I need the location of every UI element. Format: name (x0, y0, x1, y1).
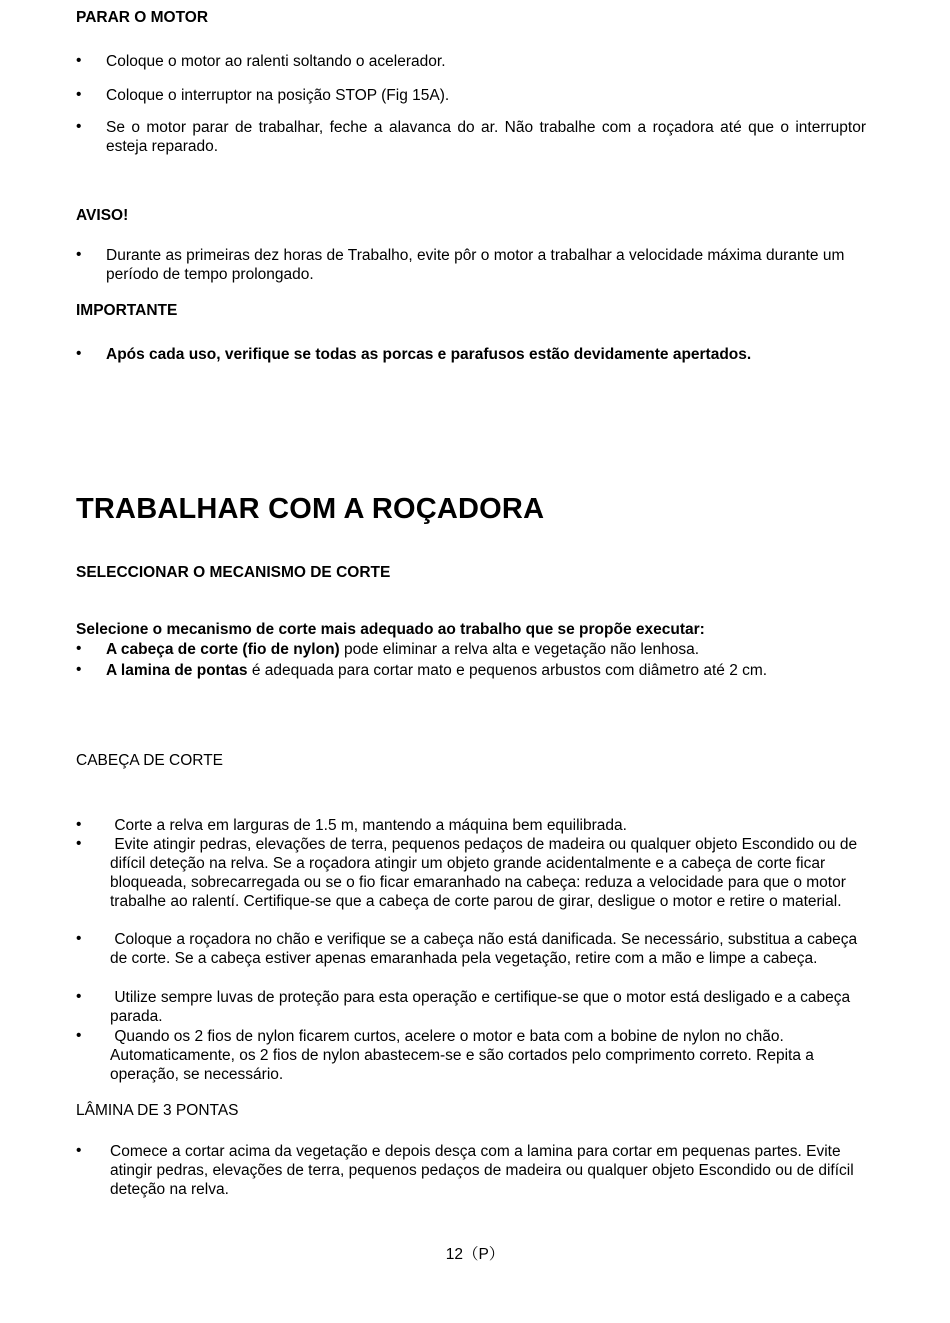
section-title-importante: IMPORTANTE (76, 302, 178, 319)
bullet-icon: • (76, 835, 82, 852)
list-item-text: Corte a relva em larguras de 1.5 m, mantendo a máquina bem equilibrada. (110, 817, 627, 834)
section-title-parar-motor: PARAR O MOTOR (76, 9, 209, 26)
section-title-mecanismo: SELECCIONAR O MECANISMO DE CORTE (76, 564, 391, 581)
bullet-icon: • (76, 661, 82, 678)
bullet-icon: • (76, 640, 82, 657)
page-number: 12（P） (445, 1246, 505, 1263)
section-title-lamina: LÂMINA DE 3 PONTAS (76, 1102, 239, 1119)
bullet-icon: • (76, 930, 82, 947)
list-item-text: Quando os 2 fios de nylon ficarem curtos, acelere o motor e bata com a bobine de nylon no chão. Automaticamente, os 2 fios de nylon abastecem-se e são cortados pelo comprimento correto. Repita a operação, se necessário. (110, 1028, 819, 1083)
bullet-icon: • (76, 52, 82, 69)
bullet-icon: • (76, 816, 82, 833)
list-item-text: Coloque o motor ao ralenti soltando o acelerador. (106, 53, 446, 70)
list-item-text: Coloque a roçadora no chão e verifique se a cabeça não está danificada. Se necessário, substitua a cabeça de corte. Se a cabeça estiver apenas emaranhada pela vegetação, retire com a mão e limpe a cabeça. (110, 931, 862, 967)
section-title-cabeca: CABEÇA DE CORTE (76, 752, 224, 769)
list-item-text: Coloque o interruptor na posição STOP (Fig 15A). (106, 87, 450, 104)
list-item-bold: A cabeça de corte (fio de nylon) (106, 641, 340, 658)
list-item-text: Comece a cortar acima da vegetação e depois desça com a lamina para cortar em pequenas partes. Evite atingir pedras, elevações de terra, pequenos pedaços de madeira ou qualquer objeto Escondido ou de difícil deteção na relva. (110, 1143, 854, 1198)
list-item-text: Após cada uso, verifique se todas as porcas e parafusos estão devidamente apertados. (106, 346, 752, 363)
bullet-icon: • (76, 86, 82, 103)
list-item-text: Utilize sempre luvas de proteção para esta operação e certifique-se que o motor está desligado e a cabeça parada. (110, 989, 855, 1025)
bullet-icon: • (76, 1027, 82, 1044)
page-title: TRABALHAR COM A ROÇADORA (76, 493, 545, 525)
bullet-icon: • (76, 1142, 82, 1159)
list-item-text: Durante as primeiras dez horas de Trabalho, evite pôr o motor a trabalhar a velocidade máxima durante um período de tempo prolongado. (106, 247, 845, 283)
mecanismo-intro: Selecione o mecanismo de corte mais adequado ao trabalho que se propõe executar: (76, 621, 705, 638)
list-item-text: é adequada para cortar mato e pequenos arbustos com diâmetro até 2 cm. (247, 662, 768, 679)
bullet-icon: • (76, 988, 82, 1005)
list-item-text: pode eliminar a relva alta e vegetação não lenhosa. (339, 641, 700, 658)
bullet-icon: • (76, 246, 82, 263)
section-title-aviso: AVISO! (76, 207, 129, 224)
bullet-icon: • (76, 118, 82, 135)
list-item-bold: A lamina de pontas (106, 662, 248, 679)
list-item-text: Evite atingir pedras, elevações de terra, pequenos pedaços de madeira ou qualquer objeto Escondido ou de difícil deteção na relva. Se a roçadora atingir um objeto grande acidentalmente e a cabeça de corte ficar bloqueada, sobrecarregada ou se o fio ficar emaranhado na cabeça: reduza a velocidade para que o motor trabalhe ao ralentí. Certifique-se que a cabeça de corte parou de girar, desligue o motor e retire o material. (110, 836, 862, 910)
list-item-text: Se o motor parar de trabalhar, feche a alavanca do ar. Não trabalhe com a roçadora até que o interruptor esteja reparado. (106, 119, 866, 155)
bullet-icon: • (76, 345, 82, 362)
